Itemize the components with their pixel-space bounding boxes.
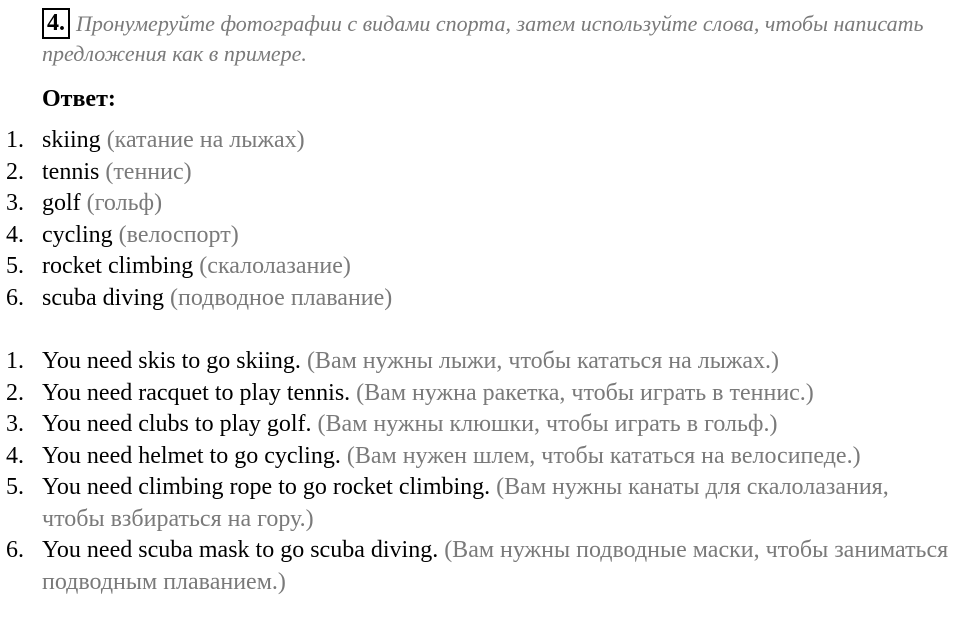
- sentence-translation: (Вам нужны подводные маски, чтобы заниматься подводным плаванием.): [42, 537, 949, 595]
- item-number: 5.: [6, 253, 24, 279]
- sport-english: skiing: [42, 127, 101, 153]
- sport-list-item: [0, 157, 392, 189]
- sport-translation: (гольф): [86, 190, 163, 216]
- sport-english: rocket climbing: [42, 253, 194, 279]
- sport-list-item: [0, 125, 392, 157]
- sentence-list-item: [0, 346, 950, 378]
- answer-heading: Ответ:: [42, 86, 116, 112]
- sentences-list: [0, 346, 950, 598]
- sentence-english: You need clubs to play golf.: [42, 411, 312, 437]
- item-number: 2.: [6, 379, 24, 406]
- sport-english: golf: [42, 190, 81, 216]
- sentence-english: You need racquet to play tennis.: [42, 379, 351, 406]
- item-number: 2.: [6, 158, 24, 185]
- sentence-translation: (Вам нужны клюшки, чтобы играть в гольф.): [317, 411, 778, 437]
- item-number: 5.: [6, 474, 24, 500]
- sport-translation: (велоспорт): [118, 221, 239, 248]
- sentence-english: You need skis to go skiing.: [42, 348, 301, 374]
- sport-list-item: [0, 251, 392, 283]
- sentence-english: You need climbing rope to go rocket climbing.: [42, 474, 491, 500]
- sentence-list-item: [0, 378, 950, 410]
- sentence-translation: (Вам нужен шлем, чтобы кататься на велосипеде.): [346, 442, 861, 469]
- sport-list-item: [0, 283, 392, 315]
- sport-english: tennis: [42, 158, 100, 185]
- sport-english: cycling: [42, 221, 113, 248]
- task-instruction-text: Пронумеруйте фотографии с видами спорта, затем используйте слова, чтобы написать предложения как в примере.: [42, 11, 924, 66]
- item-number: 1.: [6, 127, 24, 153]
- sport-translation: (скалолазание): [199, 253, 351, 279]
- sentence-list-item: [0, 472, 950, 535]
- sport-translation: (катание на лыжах): [106, 127, 305, 153]
- sport-translation: (теннис): [105, 158, 192, 185]
- sentence-translation: (Вам нужны канаты для скалолазания, чтобы взбираться на гору.): [42, 474, 889, 532]
- item-number: 4.: [6, 221, 24, 248]
- sentence-english: You need scuba mask to go scuba diving.: [42, 537, 439, 563]
- item-number: 1.: [6, 348, 24, 374]
- task-instruction-block: [42, 8, 942, 69]
- sport-list-item: [0, 220, 392, 252]
- sport-translation: (подводное плавание): [169, 284, 393, 311]
- sports-list: [0, 125, 392, 314]
- sport-list-item: [0, 188, 392, 220]
- item-number: 3.: [6, 411, 24, 437]
- sport-english: scuba diving: [42, 284, 164, 311]
- sentence-list-item: [0, 535, 950, 598]
- sentence-translation: (Вам нужны лыжи, чтобы кататься на лыжах.): [306, 348, 780, 374]
- sentence-english: You need helmet to go cycling.: [42, 442, 341, 469]
- item-number: 6.: [6, 537, 24, 563]
- task-number-badge: 4.: [42, 8, 70, 39]
- item-number: 6.: [6, 284, 24, 311]
- item-number: 4.: [6, 442, 24, 469]
- sentence-list-item: [0, 441, 950, 473]
- sentence-list-item: [0, 409, 950, 441]
- item-number: 3.: [6, 190, 24, 216]
- sentence-translation: (Вам нужна ракетка, чтобы играть в теннис.): [356, 379, 814, 406]
